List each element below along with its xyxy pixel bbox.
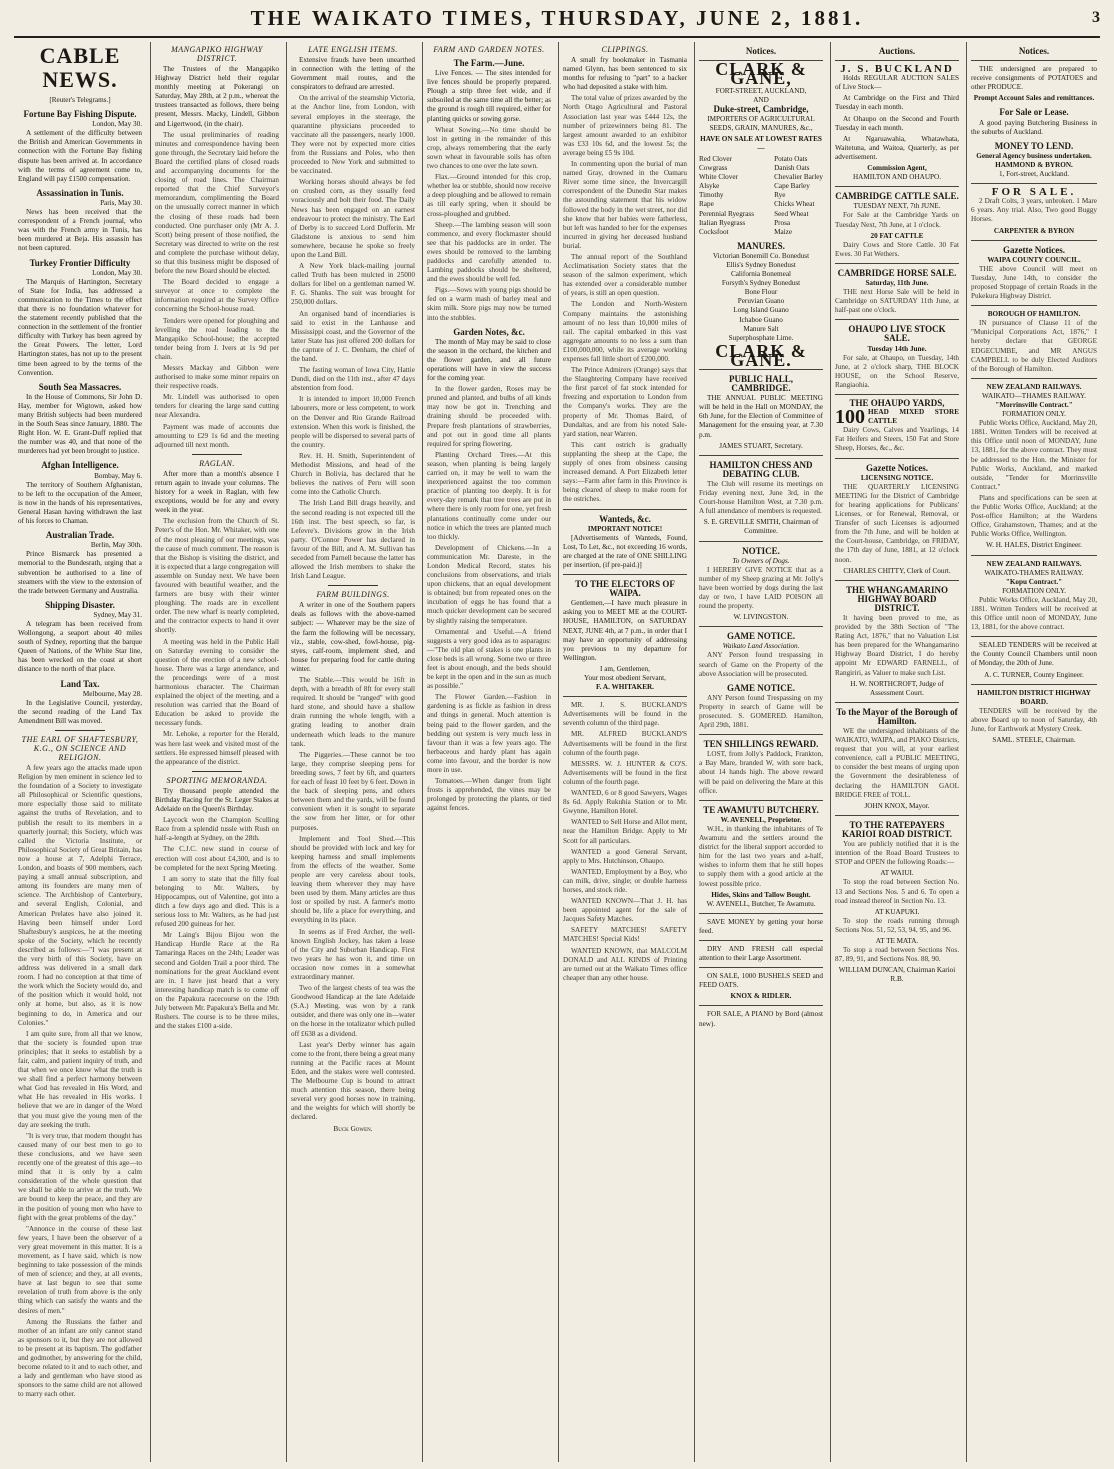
seeds-list	[699, 155, 823, 237]
hammond-byron: HAMMOND & BYRON.	[995, 160, 1073, 169]
public-hall-sign: JAMES STUART, Secretary.	[719, 441, 803, 450]
list-item: Manure Salt	[743, 324, 779, 333]
raglan-text: After more than a month's absence I return again to invade your columns. The history for a week in Raglan, with few exceptions, would be for any and every week in the year.	[155, 469, 279, 515]
cable-items	[18, 110, 142, 726]
shaftesbury-heading: THE EARL OF SHAFTESBURY, K.G., ON SCIENCE AND RELIGION.	[21, 735, 139, 762]
list-item: Chevalier Barley	[774, 173, 823, 182]
manures-heading: MANURES.	[737, 240, 785, 251]
column-6: Notices. CLARK & GANE, FORT-STREET, AUCKLAND, AND Duke-street, Cambridge, IMPORTERS OF AGRICULTURAL SEEDS, GRAIN, MANURES, &c., HAVE ON SALE AT LOWEST RATES — Red Clover Cowgrass White Clover Alsyke Timothy Rape Perennial Ryegrass Italian Ryegrass Cocksfoot Potato Oats Danish Oats Chevalier Barley Cape Barley Rye Chicks Wheat Seed Wheat Prosa Maize MANURES. Victorian Bonemill Co. Bonedust Ellis's Sydney Bonedust California Bonemeal Forsyth's Sydney Bonedust Bone Flour Peruvian Guano Long Island Guano Ichaboe Guano Manure Salt Superphosphate Lime. CLARK & GANE. PUBLIC HALL, CAMBRIDGE. THE ANNUAL PUBLIC MEETING will be held in the Hall on MONDAY, the 6th June, for the Election of Committee of Management for the ensuing year, at 7.30 p.m. JAMES STUART, Secretary. HAMILTON CHESS AND DEBATING CLUB. The Club will resume its meetings on Friday evening next, June 3rd, in the Court-house Hamilton West, at 7.30 p.m. A full attendance of members is requested. S. E. GREVILLE SMITH, Chairman of Committee. NOTICE. To Owners of Dogs. I HEREBY GIVE NOTICE that as a number of my Sheep grazing at Mr. Jolly's have been worried by dogs during the last day or two, I have LAID POISON all round the property. W. LIVINGSTON. GAME NOTICE. Waikato Land Association. ANY Person found trespassing in search of Game on the Property of the above Association will be prosecuted. GAME NOTICE. ANY Person found Trespassing on my Property in search of Game will be prosecuted. S. GOMERED. Hamilton, April 29th, 1881. TEN SHILLINGS REWARD. LOST, from Jolly's Paddock, Frankton, a Bay Mare, branded W, with sore back, about 14 hands high. The above reward will be paid on delivering the Mare at this office. TE AWAMUTU BUTCHERY. W. AVENELL, Proprietor. W.H., in thanking the inhabitants of Te Awamutu and the settlers around the district for the liberal support accorded to him for the last two years and a-half, wishes to inform them that he still hopes to supply them with a good article at the lowest possible price. Hides, Skins and Tallow Bought. W. AVENELL, Butcher, Te Awamutu. SAVE MONEY by getting your horse feed. DRY AND FRESH call especial attention to their Large Assortment. ON SALE, 1000 BUSHELS SEED and FEED OATS. KNOX & RIDLER. FOR SALE, A PIANO by Bord (almost new).	[694, 42, 827, 1462]
farm-june-sub: The Farm.—June.	[453, 58, 525, 68]
at-kuapuki: AT KUAPUKI.	[874, 907, 920, 916]
list-item: Long Island Guano	[733, 306, 789, 315]
chess-sign: S. E. GREVILLE SMITH, Chairman of Committee.	[703, 518, 819, 536]
list-item: White Clover	[699, 173, 738, 182]
clark-and: AND	[753, 96, 769, 105]
notices-heading-2: Notices.	[1018, 46, 1050, 56]
column-2: MANGAPIKO HIGHWAY DISTRICT. The Trustees of the Mangapiko Highway District held their regular monthly meeting at Pokerangi on Saturday, May 28th, at 2 p.m., whereat the trustees transacted as follows, there being present, Messrs. Macky, Lindell, Gibbon and Ligertwood, (in the chair). The usual preliminaries of reading minutes and correspondence having been gone through, the Secretary laid before the Board the certified plans of closed roads and accompanying documents for the closing of road lines. The Chairman reported that the Chief Surveyor's memorandum, complimenting the Board on the unusually correct manner in which the closing of these roads had been conducted. One purchaser only (Mr A. J. Scott) being present of those notified, the Secretary was directed to write on the rest and complete the purchase without delay, so that this business might be disposed of before the new Board should be elected. The Board decided to engage a surveyor at once to complete the information required at the Survey Office concerning the School-house road. Tenders were opened for ploughing and levelling the road leading to the Mangapiko School-house; the accepted tender being from J. Ivers at 1s 9d per chain. Messrs Mackay and Gibbon were authorised to make some minor repairs on their respective roads. Mr. Lindell was authorised to open tenders for clearing the large sand cutting near Alexandra. Payment was made of accounts due amounting to £29 1s 6d and the meeting adjourned till next month. RAGLAN. After more than a month's absence I return again to invade your columns. The history for a week in Raglan, with few exceptions, would be for any and every week in the year. The exclusion from the Church of St. Peter's of the Hon. Mr. Whitaker, with one of the most pleasing of our meetings, was the cause of much comment. The reason is that the Bishop is visiting the district, and it is expected that a large congregation will assemble on Sunday next. We have been favoured with beautiful weather, and the farmers are busy with their winter ploughing. The roads are in excellent order. The new wharf is nearly completed, and the contractor expects to hand it over shortly. A meeting was held in the Public Hall on Saturday evening to consider the question of the erection of a new school-house. There was a large attendance, and the proceedings were of a most harmonious character. The Chairman explained the object of the meeting, and a resolution was carried that the Board of Education be asked to provide the necessary funds. Mr. Lehoke, a reporter for the Herald, was here last week and visited most of the settlers. He expressed himself pleased with the appearance of the district. SPORTING MEMORANDA. Try thousand people attended the Birthday Racing for the St. Leger Stakes at Adelaide on the Queen's Birthday. Laycock won the Champion Sculling Race from a splendid tussle with Rush on half-a-length at Sydney, on the 28th. The C.J.C. new stand in course of erection will cost about £4,300, and is to be completed for the next Spring Meeting. I am sorry to state that the filly foal belonging to Mr. Walters, by Hippocampus, out of Valentine, got into a ditch a few days ago and died. This is a serious loss to Mr. Walters, as he had just refused 200 guineas for her. Mr Laing's Bijou Bijou won the Handicap Hurdle Race at the Ra Tamaringa Races on the 24th; Leader was second and Golden Trail a poor third. The nominations for the great Auckland event are in. I have just heard that a very interesting handicap match is to come off on the Papakura racecourse on the 19th July between Mr. Papakura's Bella and Mr. Rushers. The course is to be three miles, and the stakes £100 a-side.	[150, 42, 283, 1462]
important-text: [Advertisements of Wanteds, Found, Lost, To Let, &c., not exceeding 16 words, are charged at the rate of ONE SHILLING per insertion, (if pre-paid.)]	[563, 533, 687, 569]
clippings-text: A small fry bookmaker in Tasmania named Glynn, has been sentenced to six months for refusing to "part" to a backer who had deposited a stake with him.	[563, 56, 687, 92]
list-item: Cape Barley	[774, 182, 810, 191]
prompt-accounts: Prompt Account Sales and remittances.	[973, 94, 1095, 103]
carpenter-byron: CARPENTER & BYRON	[993, 226, 1075, 235]
list-item: Rye	[774, 191, 786, 200]
masthead	[14, 6, 1100, 38]
clark-gane-title: CLARK & GANE,	[715, 59, 807, 89]
list-item: Victorian Bonemill Co. Bonedust	[712, 251, 810, 260]
buckland-heading: J. S. BUCKLAND	[840, 63, 954, 76]
manure-list	[699, 252, 823, 343]
farm-signature: Buck Gowen.	[333, 1124, 373, 1133]
electors-name: F. A. WHITAKER.	[596, 683, 654, 692]
cable-item-dateline: London, May 30.	[92, 120, 142, 129]
game-notice-2: GAME NOTICE.	[726, 682, 795, 693]
kopu-contract: "Kopu Contract."	[1005, 577, 1063, 586]
cable-item-title: Turkey Frontier Difficulty	[29, 257, 131, 268]
column-3: LATE ENGLISH ITEMS. Extensive frauds have been unearthed in connection with the letting of the Government mail routes, and the conspirators to defraud are arrested. On the arrival of the steamship Victoria, at the Anchor line, from London, with several employes in the steerage, the quarantine physicians proceeded to vaccinate all the passengers, nearly 1000. They were not by expected more cities from the Russians and Poles, who then proceeded to New York and submitted to be vaccinated. Working horses should always be fed on crushed corn, as they usually feed voraciously and bolt their food. The Daily News has been engaged on an earnest endeavour to protect the ministry. The Earl of Derby is to succeed Lord Dufferin. Mr Gladstone is anxious to send him somewhere, because he spoke so freely upon the Land Bill. A New York black-mailing journal called Truth has been mulcted in 25000 dollars for libel on a gentleman named W. F. G. Shanks. The suit was brought for 250,000 dollars. An organised band of incendiaries is said to exist in the Lanhause and Mississippi coast, and the Governor of the latter State has just offered 200 dollars for the capture of J. C. Denham, the chief of the band. The fasting woman of Iowa City, Hattie Dundi, died on the 11th inst., after 47 days abstention from food. It is intended to import 10,000 French labourers, more or less competent, to work on the Denver and Rio Grande Railroad extension. When this work is finished, the people will be dispersed to several parts of the country. Rev. H. H. Smith, Superintendent of Methodist Missions, and head of the Church in Bolivia, has declared that he believes the natives of Peru will soon come into the Catholic Church. The Irish Land Bill drags heavily, and the second reading is not expected till the 16th inst. The best speech, so far, is Lefevre's. Divisions grow in the Irish party. O'Connor Power has declared in favour of the Bill, and A. M. Sullivan has seceded from Parnell because the latter has allowed the Irish members to shake the Irish Land League. FARM BUILDINGS. A writer in one of the Southern papers deals as follows with the above-named subject: — Whatever may be the size of the farm the following will be necessary, viz., stable, cow-shed, fowl-house, pig-styes, calf-room, implement shed, and house for preparing food for cattle during winter. The Stable.—This would be 16ft in depth, with a breadth of 8ft for every stall required. It should be "ranged" with good hard stone, and should have a shallow drain running the whole length, with a grating leading to another drain underneath which leads to the manure tank. The Piggeries.—These cannot be too large, they comprise sleeping pens for breeding sows, 7 feet by 6ft, and quarters for each of feast 10 feet by 6 feet. Down in the back of sleeping pens, and others between them and the yards, will be found convenient when it is sought to separate the sow from her litter, or for other purposes. Implement and Tool Shed.—This should be provided with lock and key for keeping harness and small implements from the effects of the weather. Some people are very careless about tools, leaving them wherever they may have been used by them. Many articles are thus lost or spoiled by rust. A farmer's motto should be, life a place for everything, and everything in its place. In seems as if Fred Archer, the well-known English Jockey, has taken a lease of the City and Suburban Handicap. First two years he has won it, and time on occasion now comes in a somewhat extraordinary manner. Two of the largest chests of tea was the Goodwood Handicap at the late Adelaide (S.A.) Meeting, was won by a rank outsider, and there was only one in—water on the horse in the totalizator which pulled off £638 as a dividend. Last year's Derby winner has again come to the front, there being a great many running at the Pacific races at Mount Eden, and the stakes were well contested. The Melbourne Cup is bound to attract much attention this season, there being several very good horses now in training, and the weights for which will shortly be declared. Buck Gowen.	[286, 42, 419, 1462]
raglan-heading: RAGLAN.	[199, 458, 235, 468]
knox-mayor-sign: JOHN KNOX, Mayor.	[864, 801, 930, 810]
mangapiko-heading: MANGAPIKO HIGHWAY DISTRICT.	[171, 45, 263, 63]
public-hall-heading: PUBLIC HALL, CAMBRIDGE.	[728, 374, 793, 394]
list-item: Ichaboe Guano	[739, 315, 783, 324]
list-item: Ellis's Sydney Bonedust	[726, 260, 796, 269]
ohaupo-stock-sale: OHAUPO LIVE STOCK SALE.	[848, 324, 946, 344]
at-cambridge: At Cambridge on the First and Third Tuesday in each month.	[835, 94, 959, 112]
butchery-sign: W. AVENELL, Butcher, Te Awamutu.	[706, 899, 816, 908]
columns	[14, 42, 1100, 1462]
seeds-left	[699, 155, 754, 237]
cable-item-title: Assassination in Tunis.	[36, 187, 124, 198]
hales-sign-1: W. H. HALES, District Engineer.	[986, 541, 1082, 550]
list-item: Peruvian Guano	[737, 297, 785, 306]
for-sale-lease: For Sale or Lease.	[999, 107, 1069, 118]
dogs-sign: W. LIVINGSTON.	[733, 613, 789, 622]
cable-item-dateline: London, May 30.	[92, 268, 142, 277]
butchery-heading: TE AWAMUTU BUTCHERY.	[703, 804, 819, 815]
knox-ridler: KNOX & RIDLER.	[730, 992, 792, 1001]
column-8: Notices. THE undersigned are prepared to receive consignments of POTATOES and other PRODUCE. Prompt Account Sales and remittances. For Sale or Lease. A good paying Butchering Business in the suburbs of Auckland. MONEY TO LEND. General Agency business undertaken. HAMMOND & BYRON. 1, Fort-street, Auckland. FOR SALE. 2 Draft Colts, 3 years, unbroken. 1 Mare 6 years. Any trial. Also, Two good Buggy Horses. CARPENTER & BYRON Gazette Notices. WAIPA COUNTY COUNCIL. THE above Council will meet on Tuesday, June 14th, to consider the proposed Stoppage of certain Roads in the Pukekura Highway District. BOROUGH OF HAMILTON. IN pursuance of Clause 11 of the "Municipal Corporations Act, 1876," I hereby declare that GEORGE EDGECUMBE, and MR ANGUS CAMPBELL to be duly Elected Auditors of the Borough of Hamilton. NEW ZEALAND RAILWAYS. WAIKATO—THAMES RAILWAY. "Morrinsville Contract." FORMATION ONLY. Public Works Office, Auckland, May 20, 1881. Written Tenders will be received at this Office until noon of MONDAY, June 13, 1881, for the above contract. They must be addressed to the Hon. the Minister for Public Works, Auckland, and marked outside, "Tender for Morrinsville Contract." Plans and specifications can be seen at the Public Works Office, Auckland; at the Post-office Hamilton; at the Wardens Office, Grahamstown, Thames; and at the Public Works Office, Wellington. W. H. HALES, District Engineer. NEW ZEALAND RAILWAYS. WAIKATO-THAMES RAILWAY. "Kopu Contract." FORMATION ONLY. Public Works Office, Auckland, May 20, 1881. Written Tenders will be received at this Office until noon of MONDAY, June 13, 1881, for the above contract. SEALED TENDERS will be received at the County Council Chambers until noon of Monday, the 20th of June. A. C. TURNER, County Engineer. HAMILTON DISTRICT HIGHWAY BOARD. TENDERS will be received by the above Board up to noon of Saturday, 4th June, for Earthwork at Mystery Creek. SAML. STEELE, Chairman.	[966, 42, 1101, 1462]
hammond-address: 1, Fort-street, Auckland.	[998, 170, 1070, 179]
cable-item-dateline: Bombay, May 6.	[94, 471, 142, 480]
cable-item-dateline: Sydney, May 31.	[93, 610, 142, 619]
at-ngaruawahia: At Ngaruawahia, Whatawhata, Waitetuna, and Waitoa, Quarterly, as per advertisement.	[835, 134, 959, 161]
list-item: Cocksfoot	[699, 227, 729, 236]
karioi-heading: TO THE RATEPAYERS KARIOI ROAD DISTRICT.	[841, 819, 953, 839]
fat-cattle: 20 FAT CATTLE	[870, 231, 924, 240]
list-item: Red Clover	[699, 154, 732, 163]
public-hall-text: THE ANNUAL PUBLIC MEETING will be held in the Hall on MONDAY, the 6th June, for the Election of Committee of Management for the ensuing year, at 7.30 p.m.	[699, 394, 823, 439]
cable-news-heading: CABLE NEWS.	[39, 43, 121, 92]
hides-heading: Hides, Skins and Tallow Bought.	[711, 890, 811, 899]
turner-sign: A. C. TURNER, County Engineer.	[984, 670, 1084, 679]
sealed-tenders: SEALED TENDERS will be received at the County Council Chambers until noon of Monday, the 20th of June.	[971, 641, 1097, 668]
clark-address-2: Duke-street, Cambridge,	[713, 104, 809, 115]
reward-heading: TEN SHILLINGS REWARD.	[703, 739, 819, 750]
money-to-lend: MONEY TO LEND.	[994, 140, 1074, 151]
northcroft-sign: H. W. NORTHCROFT, Judge of Assessment Court.	[850, 679, 944, 697]
horse-sale: CAMBRIDGE HORSE SALE.	[837, 267, 957, 278]
gazette-heading: Gazette Notices.	[866, 462, 928, 473]
duncan-sign: WILLIAM DUNCAN, Chairman Karioi R.B.	[838, 966, 956, 984]
at-te-mata: AT TE MATA.	[875, 936, 919, 945]
general-agency: General Agency business undertaken.	[976, 151, 1092, 160]
ohaupo-yards: THE OHAUPO YARDS,	[849, 398, 945, 408]
list-item: Seed Wheat	[774, 209, 809, 218]
seed-oats-ad: ON SALE, 1000 BUSHELS SEED and FEED OATS.	[699, 972, 823, 990]
cattle-count: 100	[835, 405, 865, 428]
at-ohaupo: At Ohaupo on the Second and Fourth Tuesday in each month.	[835, 114, 959, 132]
steele-sign: SAML. STEELE, Chairman.	[992, 736, 1076, 745]
mayor-heading: To the Mayor of the Borough of Hamilton.	[836, 706, 958, 726]
clippings-heading: CLIPPINGS.	[601, 45, 649, 54]
list-item: Prosa	[774, 218, 791, 227]
chess-heading: HAMILTON CHESS AND DEBATING CLUB.	[709, 459, 813, 479]
cambridge-cattle-sale: CAMBRIDGE CATTLE SALE.	[835, 191, 959, 202]
cable-item-text: The Marquis of Hartington, Secretary of State for India, has addressed a communication to the Times to the effect that there is no foundation whatever for the statement recently published that the connection in the settlement of the frontier difficulty with Turkey has been agreed by the Great Powers. The letter, Lord Hartington states, has not up to the present time been agreed to by the terms of the Convention.	[18, 277, 142, 377]
page-number: 3	[1092, 9, 1100, 26]
waipa-county: WAIPA COUNTY COUNCIL.	[987, 255, 1081, 264]
cable-item-dateline: Paris, May 30.	[100, 198, 142, 207]
electors-sign-1: I am, Gentlemen,	[600, 664, 650, 673]
list-item: Alsyke	[699, 182, 720, 191]
butchering-ad: A good paying Butchering Business in the suburbs of Auckland.	[971, 118, 1097, 136]
cable-item-text: In the Legislative Council, yesterday, the second reading of the Land Tax Amendment Bill was moved.	[18, 698, 142, 725]
list-item: Bone Flour	[744, 288, 778, 297]
cable-item-dateline: Berlin, May 30th.	[90, 541, 142, 550]
mixed-cattle-row	[835, 405, 959, 428]
hamilton-ohaupo: HAMILTON AND OHAUPO.	[852, 173, 942, 182]
tuesday-14-june: Tuesday 14th June.	[867, 344, 927, 353]
waikato-thames-1: WAIKATO—THAMES RAILWAY.	[982, 391, 1086, 400]
morrinsville-contract: "Morrinsville Contract."	[995, 401, 1073, 409]
english-items-heading: LATE ENGLISH ITEMS.	[308, 45, 398, 54]
butchery-owner: W. AVENELL, Proprietor.	[720, 815, 802, 824]
cable-item-title: Land Tax.	[60, 678, 100, 689]
at-waiui: AT WAIUI.	[880, 869, 914, 878]
formation-only-1: FORMATION ONLY.	[1002, 410, 1066, 419]
electors-heading: TO THE ELECTORS OF WAIPA.	[575, 579, 675, 599]
cable-item-title: Afghan Intelligence.	[41, 460, 119, 471]
list-item: Superphosphate Lime.	[728, 333, 794, 342]
licensing-notice: LICENSING NOTICE.	[860, 473, 934, 482]
cable-item-text: News has been received that the correspondent of a French journal, who was with the French army in Tunis, has been murdered at Beja. His assassin has not been captured.	[18, 208, 142, 253]
save-money-ad: SAVE MONEY by getting your horse feed.	[699, 917, 823, 935]
cable-item-title: Australian Trade.	[45, 530, 115, 541]
for-sale-heading: FOR SALE.	[991, 186, 1077, 199]
garden-notes-sub: Garden Notes, &c.	[453, 326, 525, 337]
auctions-heading: Auctions.	[878, 46, 916, 56]
seeds-right	[774, 155, 823, 237]
game-notice-1: GAME NOTICE.	[726, 631, 795, 642]
cable-item-text: A settlement of the difficulty between the British and American Governments in connection with the Fortune Bay fishing dispute has been arrived at. In accordance with the terms of agreement come to, England will pay £1500 compensation.	[18, 129, 142, 183]
farm-garden-heading: FARM AND GARDEN NOTES.	[433, 45, 545, 54]
list-item: California Bonemeal	[730, 270, 792, 279]
notices-heading: Notices.	[745, 46, 777, 56]
clark-stock: HAVE ON SALE AT LOWEST RATES —	[700, 134, 822, 152]
whangamarino-heading: THE WHANGAMARINO HIGHWAY BOARD DISTRICT.	[845, 584, 949, 613]
farm-buildings-heading: FARM BUILDINGS.	[316, 590, 390, 600]
list-item: Timothy	[699, 191, 724, 200]
sporting-text: Try thousand people attended the Birthday Racing for the St. Leger Stakes at Adelaide on the Queen's Birthday.	[155, 786, 279, 814]
electors-sign-2: Your most obedient Servant,	[584, 674, 666, 682]
column-4: FARM AND GARDEN NOTES. The Farm.—June. Live Fences. — The sites intended for live fences should be properly prepared. Plough a strip three feet wide, and if subsoiled at the same time all the better; as the ground is rough till required, either for planting quicks or sowing gorse. Wheat Sowing.—No time should be lost in getting in the remainder of this crop, always remembering that the early sown wheat in favourable soils has often two chances to one over the late sown. Flax.—Ground intended for this crop, whether lea or stubble, should now receive a deep ploughing and be allowed to remain as till early spring, when it should be cross-ploughed and grubbed. Sheep.—The lambing season will soon commence, and every flockmaster should see that his paddocks are in order. The ewes should be removed to the lambing paddocks and carefully attended to. Lambing paddocks should be sheltered, and the ewes should be well fed. Pigs.—Sows with young pigs should be fed on a warm mash of barley meal and skim milk. Store pigs may now be turned into the stubbles. Garden Notes, &c. The month of May may be said to close the season in the orchard, the kitchen and the flower garden, and all future operations will have in view the success for the coming year. In the flower garden, Roses may be pruned and planted, and bulbs of all kinds may now be got in. Trenching and draining should be proceeded with. Prepare fresh plantations of strawberries, and pot out in good time all plants required for spring flowering. Planting Orchard Trees.—At this season, when planting is being largely carried on, it may be well to warn the inexperienced against the too common practice of planting too deeply. It is for every-day remark that tree trees are put in where there is only room for one, yet fresh plantations continually come under our notice in which the trees are planted much too thickly. Development of Chickens.—In a communication Mr. Dareste, in the London Medical Record, states his conclusions from observations, and trials upon chickens, that an equal development is obtained; but from repeated ones on the incubation of eggs he has found that a much quicker development can be secured by slightly raising the temperature. Ornamental and Useful.—A friend suggests a very good idea as to asparagus:—"The old plan of stakes is one plants in close beds is all wrong. Some two or three feet is about enough, and the beds should be kept in the open and in the sun as much as possible." The Flower Garden.—Fashion in gardening is as fickle as fashion in dress and things in general. Much attention is being paid to the flower garden, and the bedding out system is very much less in favour than it was a few years ago. The herbaceous and hardy plant has again come into favour, and the border is now more in use. Tomatoes.—When danger from light frosts is apprehended, the vines may be prolonged by protecting the plants, or tied against fences.	[422, 42, 555, 1462]
list-item: Cowgrass	[699, 164, 728, 173]
gazette-heading-2: Gazette Notices.	[1003, 244, 1065, 255]
nz-railways-2: NEW ZEALAND RAILWAYS.	[986, 559, 1082, 568]
potatoes-ad: THE undersigned are prepared to receive consignments of POTATOES and other PRODUCE.	[971, 65, 1097, 92]
masthead-title: THE WAIKATO TIMES, THURSDAY, JUNE 2, 1881.	[250, 6, 864, 30]
piano-ad: FOR SALE, A PIANO by Bord (almost new).	[699, 1010, 823, 1028]
cable-item-dateline: Melbourne, May 28.	[82, 689, 142, 698]
formation-only-2: FORMATION ONLY.	[1002, 586, 1066, 595]
dry-fresh-ad: DRY AND FRESH call especial attention to their Large Assortment.	[699, 944, 823, 963]
list-item: Potato Oats	[774, 154, 808, 163]
cable-item-title: Shipping Disaster.	[45, 599, 115, 610]
mangapiko-text: The Trustees of the Mangapiko Highway District held their regular monthly meeting at Pokerangi on Saturday, May 28th, at 2 p.m., whereat the trustees transacted as follows, there being present, Messrs. Macky, Lindell, Gibbon and Ligertwood, (in the chair).	[155, 65, 279, 128]
garden-notes-text: The month of May may be said to close the season in the orchard, the kitchen and the flower garden, and all future operations will have in view the success for the coming year.	[427, 337, 551, 383]
mixed-cattle: HEAD MIXED STORE CATTLE	[868, 408, 959, 426]
list-item: Chicks Wheat	[774, 200, 815, 209]
column-7: Auctions. J. S. BUCKLAND Holds REGULAR AUCTION SALES of Live Stock— At Cambridge on the First and Third Tuesday in each month. At Ohaupo on the Second and Fourth Tuesday in each month. At Ngaruawahia, Whatawhata, Waitetuna, and Waitoa, Quarterly, as per advertisement. Commission Agent, HAMILTON AND OHAUPO. CAMBRIDGE CATTLE SALE. TUESDAY NEXT, 7th JUNE. For Sale at the Cambridge Yards on Tuesday Next, 7th June, at 1 o'clock. 20 FAT CATTLE Dairy Cows and Store Cattle. 30 Fat Ewes. 30 Fat Wethers. CAMBRIDGE HORSE SALE. Saturday, 11th June. THE next Horse Sale will be held in Cambridge on SATURDAY 11th June, at half-past one o'clock. OHAUPO LIVE STOCK SALE. Tuesday 14th June. For sale, at Ohaupo, on Tuesday, 14th June, at 2 o'clock sharp, THE BLOCK HOUSE, on the School Reserve, Rangiaohia. THE OHAUPO YARDS, 100 HEAD MIXED STORE CATTLE Dairy Cows, Calves and Yearlings, 14 Fat Heifers and Steers, 150 Fat and Store Sheep, Horses, &c., &c. Gazette Notices. LICENSING NOTICE. THE QUARTERLY LICENSING MEETING for the District of Cambridge for hearing applications for Publicans' Licenses, or for Renewal, Removal, or Transfer of such Licenses is adjourned from the 7th June, and will be holden at the Court-house, Cambridge, on FRIDAY, the 17th day of June, 1881, at 12 o'clock noon. CHARLES CHITTY, Clerk of Court. THE WHANGAMARINO HIGHWAY BOARD DISTRICT. It having been proved to me, as provided by the 38th Section of "The Rating Act, 1876," that no Valuation List has been prepared for the Whangamarino Highway Board District, I do hereby appoint Mr EDWARD FARNELL, of Rangiriri, as Valuer to make such List. H. W. NORTHCROFT, Judge of Assessment Court. To the Mayor of the Borough of Hamilton. WE the undersigned inhabitants of the WAIKATO, WAIPA, and PIAKO Districts, request that you will, at your earliest convenience, call a PUBLIC MEETING, to consider the best means of urging upon the Government the desirableness of declaring the HAMILTON GAOL BRIDGE FREE of TOLL. JOHN KNOX, Mayor. TO THE RATEPAYERS KARIOI ROAD DISTRICT. You are publicly notified that it is the intention of the Road Board Trustees to STOP and OPEN the following Roads:— AT WAIUI. To stop the road between Section No. 13 and Sections Nos. 5 and 6. To open a road instead thereof in Section No. 13. AT KUAPUKI. To stop the roads running through Sections Nos. 51, 52, 53, 94, 95, and 96. AT TE MATA. To stop a road between Sections Nos. 87, 89, 91, and Sections Nos. 88, 90. WILLIAM DUNCAN, Chairman Karioi R.B.	[830, 42, 963, 1462]
tuesday-7-june: TUESDAY NEXT, 7th JUNE.	[853, 202, 941, 211]
borough-hamilton: BOROUGH OF HAMILTON.	[987, 310, 1081, 319]
dogs-heading: To Owners of Dogs.	[732, 556, 790, 565]
cable-item-text: In the House of Commons, Sir John D. Hay, member for Wigtown, asked how many British subjects had been murdered in the South Seas since January, 1880. The Right Hon. W. E. Grant-Duff replied that the number was 40, and that none of the murderers had yet been brought to justice.	[18, 392, 142, 456]
commission-agent: Commission Agent,	[867, 164, 927, 173]
clark-gane-title-2: CLARK & GANE.	[715, 340, 807, 370]
cable-item-text: Prince Bismarck has presented a memorial to the Bundesrath, urging that a subvention be authorised to a line of steamers with the view to the extension of the trade between Germany and Australia.	[18, 550, 142, 595]
nz-railways-1: NEW ZEALAND RAILWAYS.	[986, 382, 1082, 391]
column-1: CABLE NEWS. [Reuter's Telegrams.] Fortune Bay Fishing Dispute. London, May 30. A settlement of the difficulty between the British and American Governments in connection with the Fortune Bay fishing dispute has been arrived at. In accordance with the terms of agreement come to, England will pay £1500 compensation. Assassination in Tunis. Paris, May 30. News has been received that the correspondent of a French journal, who was with the French army in Tunis, has been murdered at Beja. His assassin has not been captured. Turkey Frontier Difficulty London, May 30. The Marquis of Hartington, Secretary of State for India, has addressed a communication to the Times to the effect that there is no foundation whatever for the statement recently published that the connection in the settlement of the frontier difficulty with Turkey has been agreed by the Great Powers. The letter, Lord Hartington states, has not up to the present time been agreed to by the terms of the Convention. South Sea Massacres. In the House of Commons, Sir John D. Hay, member for Wigtown, asked how many British subjects had been murdered in the South Seas since January, 1880. The Right Hon. W. E. Grant-Duff replied that the number was 40, and that none of the murderers had yet been brought to justice. Afghan Intelligence. Bombay, May 6. The territory of Southern Afghanistan, to be left to the occupation of the Ameer, is now in the hands of his representatives, General Hasan having withdrawn the last of his forces to Chaman. Australian Trade. Berlin, May 30th. Prince Bismarck has presented a memorial to the Bundesrath, urging that a subvention be authorised to a line of steamers with the view to the extension of the trade between Germany and Australia. Shipping Disaster. Sydney, May 31. A telegram has been received from Wollongong, a seaport about 40 miles south of Sydney, reporting that the barque Queen of Nations, of the White Star line, has been wrecked on the coast at short distance to the north of that place. Land Tax. Melbourne, May 28. In the Legislative Council, yesterday, the second reading of the Land Tax Amendment Bill was moved. THE EARL OF SHAFTESBURY, K.G., ON SCIENCE AND RELIGION. A few years ago the attacks made upon Religion by men eminent in science led to the foundation of a Society to investigate all Philosophical or Scientific questions, more especially those said to militate against the truths of Revelation, and to publish the result to its members in a quarterly journal; this Society, which was called the Victoria Institute, or Philosophical Society of Great Britain, has now a house at 7, Adelphi Terrace, London, and boasts of 900 members, each paying a small annual subscription, and among its founders are many men of science. The Archbishop of Canterbury, and several English, Colonial, and American Prelates have also joined it. Having been himself under Lord Shaftesbury's auspices, he at the meeting spoke of the Society, which he recently described as follows:—"I was present at the very birth of this Society, have on address was delivered in a small dark room. I had no conception at that time of the work which the Society would do, and of the position which it would hold, not only at home, but also, as it is now beginning to do, in America and our Colonies." I am quite sure, from all that we know, that the society is founded upon true principles; that it seeks to establish by a fair, calm, and patient inquiry of truth, and that when we once know what the truth is we shall find a perfect harmony between what God has revealed in His Word, and what He has revealed in His works. I believe that we are in danger of the Word that you must give the young men of the day are seeking the truth. "It is very true, that modern thought has caused many of our best men to go to these conclusions, and we have seen recently one of the greatest of this age—to mind that it is only by a calm consideration of the whole question that we shall be able to arrive at the truth. We are bound to keep the peace, and they are in the position of young men who have to fight with the great problems of the day." "Annonce in the course of these last few years, I have been the observer of a very great movement in this matter. It is a movement, as I have said, which is now beginning to take possession of the minds of men of science; and they, at all events, have at last begun to see that some revelation of truth from above is the only thing which can satisfy the wants and the desires of men." Among the Russians the father and mother of an infant are only cannot stand as sponsors to it, but they are not allowed to be present at its baptism. The godfather and godmother, by answering for the child, become related to it and to each other, and a lady and gentleman who have stood as sponsors to the same child are not allowed to marry each other.	[18, 43, 142, 1399]
clark-address-1: FORT-STREET, AUCKLAND,	[715, 87, 807, 96]
english-items-text: Extensive frauds have been unearthed in connection with the letting of the Government mail routes, and the conspirators to defraud are arrested.	[291, 56, 415, 92]
farm-june-text: Live Fences. — The sites intended for live fences should be properly prepared. Plough a strip three feet wide, and if subsoiled at the same time all the better; as the ground is rough till required, either for planting quicks or sowing gorse.	[427, 69, 551, 123]
list-item: Rape	[699, 200, 714, 209]
list-item: Maize	[774, 227, 793, 236]
wanteds-heading: Wanteds, &c.	[599, 513, 651, 524]
list-item: Forsyth's Sydney Bonedust	[721, 279, 801, 288]
land-association: Waikato Land Association.	[722, 642, 800, 651]
important-notice: IMPORTANT NOTICE!	[587, 524, 663, 533]
credit-line: [Reuter's Telegrams.]	[49, 96, 111, 104]
list-item: Italian Ryegrass	[699, 218, 746, 227]
list-item: Perennial Ryegrass	[699, 209, 755, 218]
buckland-text: Holds REGULAR AUCTION SALES of Live Stock—	[835, 74, 959, 92]
clark-importers: IMPORTERS OF AGRICULTURAL SEEDS, GRAIN, MANURES, &c.,	[707, 114, 815, 132]
cable-item-text: A telegram has been received from Wollongong, a seaport about 40 miles south of Sydney, reporting that the barque Queen of Nations, of the White Star line, has been wrecked on the coast at short distance to the north of that place.	[18, 619, 142, 674]
waikato-thames-2: WAIKATO-THAMES RAILWAY.	[984, 568, 1084, 577]
electors-text: Gentlemen,—I have much pleasure in asking you to MEET ME at the COURT-HOUSE, HAMILTON, on SATURDAY NEXT, JUNE 4th, at 7 p.m., in order that I may have an opportunity of addressing you previous to my departure for Wellington.	[563, 599, 687, 662]
chitty-sign: CHARLES CHITTY, Clerk of Court.	[843, 566, 951, 575]
saturday-11-june: Saturday, 11th June.	[865, 278, 929, 287]
sporting-heading: SPORTING MEMORANDA.	[166, 775, 268, 785]
cable-item-text: The territory of Southern Afghanistan, to be left to the occupation of the Ameer, is now in the hands of his representatives, General Hasan having withdrawn the last of his forces to Chaman.	[18, 480, 142, 526]
cable-item-title: South Sea Massacres.	[38, 381, 122, 392]
cable-item-title: Fortune Bay Fishing Dispute.	[23, 109, 137, 120]
column-5: CLIPPINGS. A small fry bookmaker in Tasmania named Glynn, has been sentenced to six months for refusing to "part" to a backer who had deposited a stake with him. The total value of prizes awarded by the North Otago Agricultural and Pastoral Association last year was £444 12s, the number of prizewinners being 81. The largest amount awarded to an exhibitor was £33 10s 6d, and the lowest 5s; the average being £5 9s 10d. In commenting upon the burial of man named Gray, drowned in the Oamaru River some time since, the Invercargill correspondent of the Dunedin Star makes the astounding statement that his widow followed the body in the wet street, nor did she know that her babies were fatherless, but left was handed to her for the expenses incurred in giving her deceased husband burial. The annual report of the Southland Acclimatisation Society states that the season of the salmon experiment, which has extended over a considerable number of years, is still an open question. The London and North-Western Company maintains the astonishing amount of no less than 10,000 miles of rail. The capital embarked in this vast aggregate amounts to no less a sum than £100,000,000, while its average working expenses fall little short of £200,000. The Prince Admirers (Orange) says that the Slaughtering Company have received the first parcel of fat stock intended for freezing and exportation to London from the Company's works. They are the property of Mr. Thomas Baird, of Dundaltas, and are from his noted Sale-yard station, near Warren. This cant ostrich is gradually supplanting the sheep at the Cape, the supply of ones from obsiness causing increased demand. A Port Elizabeth letter says:—Farm after farm in this Province is being cleared of sheep to make room for the ostriches. Wanteds, &c. IMPORTANT NOTICE! [Advertisements of Wanteds, Found, Lost, To Let, &c., not exceeding 16 words, are charged at the rate of ONE SHILLING per insertion, (if pre-paid.)] TO THE ELECTORS OF WAIPA. Gentlemen,—I have much pleasure in asking you to MEET ME at the COURT-HOUSE, HAMILTON, on SATURDAY NEXT, JUNE 4th, at 7 p.m., in order that I may have an opportunity of addressing you previous to my departure for Wellington. I am, Gentlemen, Your most obedient Servant, F. A. WHITAKER. MR. J. S. BUCKLAND'S Advertisements will be found in the seventh column of the third page. MR. ALFRED BUCKLAND'S Advertisements will be found in the first column of the fourth page. MESSRS. W. J. HUNTER & CO'S. Advertisements will be found in the first column of the fourth page. WANTED, 6 or 8 good Sawyers, Wages 8s 6d. Apply Rukuhia Station or to Mr. Gwynne, Hamilton Hotel. WANTED to Sell Horse and Allot ment, near the Hamilton Bridge. Apply to Mr Scott for all particulars. WANTED a good General Servant, apply to Mrs. Hutchinson, Ohaupo. WANTED, Employment by a Boy, who can milk, drive, single; or double harness horses, and stock ride. WANTED KNOWN—That J. H. has been appointed agent for the sale of Jacques Safety Matches. SAFETY MATCHES! SAFETY MATCHES! Special Kids! WANTED KNOWN, that MALCOLM DONALD and ALL KINDS of Printing are turned out at the Waikato Times office cheaper than any other house.	[558, 42, 691, 1462]
list-item: Danish Oats	[774, 164, 810, 173]
farm-buildings-text: A writer in one of the Southern papers deals as follows with the above-named subject: — Whatever may be the size of the farm the following will be necessary, viz., stable, cow-shed, fowl-house, pig-styes, calf-room, implement shed, and house for preparing food for cattle during winter.	[291, 601, 415, 673]
notice-heading: NOTICE.	[742, 545, 780, 556]
hamilton-highway: HAMILTON DISTRICT HIGHWAY BOARD.	[977, 688, 1091, 706]
